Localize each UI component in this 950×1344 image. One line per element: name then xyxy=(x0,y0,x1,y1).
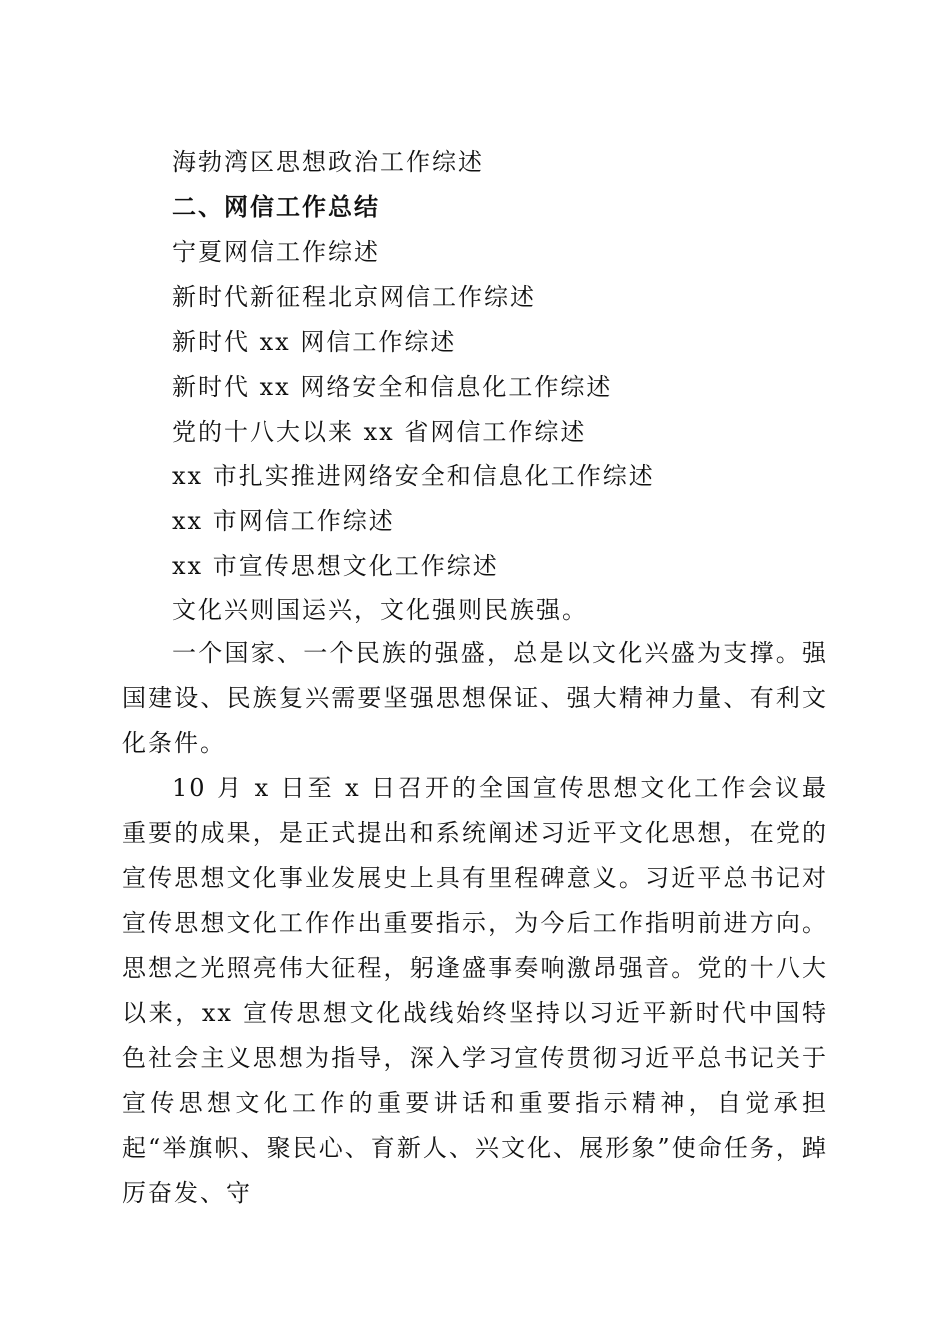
toc-item: xx 市扎实推进网络安全和信息化工作综述 xyxy=(172,462,655,490)
toc-item: 新时代 xx 网信工作综述 xyxy=(172,328,457,356)
body-paragraph-1: 一个国家、一个民族的强盛，总是以文化兴盛为支撑。强国建设、民族复兴需要坚强思想保证、强大精神力量、有利文化条件。 xyxy=(122,639,828,757)
toc-item-prev: 海勃湾区思想政治工作综述 xyxy=(172,148,484,176)
toc-item: 新时代 xx 网络安全和信息化工作综述 xyxy=(172,373,613,401)
body-paragraph-2: 10 月 x 日至 x 日召开的全国宣传思想文化工作会议最重要的成果，是正式提出和系统阐述习近平文化思想，在党的宣传思想文化事业发展史上具有里程碑意义。习近平总书记对宣传思想文化工作作出重要指示，为今后工作指明前进方向。思想之光照亮伟大征程，躬逢盛事奏响激昂强音。党的十八大以来，xx 宣传思想文化战线始终坚持以习近平新时代中国特色社会主义思想为指导，深入学习宣传贯彻习近平总书记关于宣传思想文化工作的重要讲话和重要指示精神，自觉承担起“举旗帜、聚民心、育新人、兴文化、展形象”使命任务，踔厉奋发、守 xyxy=(122,774,828,1207)
toc-item: 党的十八大以来 xx 省网信工作综述 xyxy=(172,418,587,446)
toc-item: 宁夏网信工作综述 xyxy=(172,238,380,266)
toc-item: 新时代新征程北京网信工作综述 xyxy=(172,283,536,311)
lead-line: 文化兴则国运兴，文化强则民族强。 xyxy=(172,596,588,624)
toc-item: xx 市宣传思想文化工作综述 xyxy=(172,552,499,580)
toc-item: xx 市网信工作综述 xyxy=(172,507,395,535)
section-heading: 二、网信工作总结 xyxy=(172,193,380,221)
